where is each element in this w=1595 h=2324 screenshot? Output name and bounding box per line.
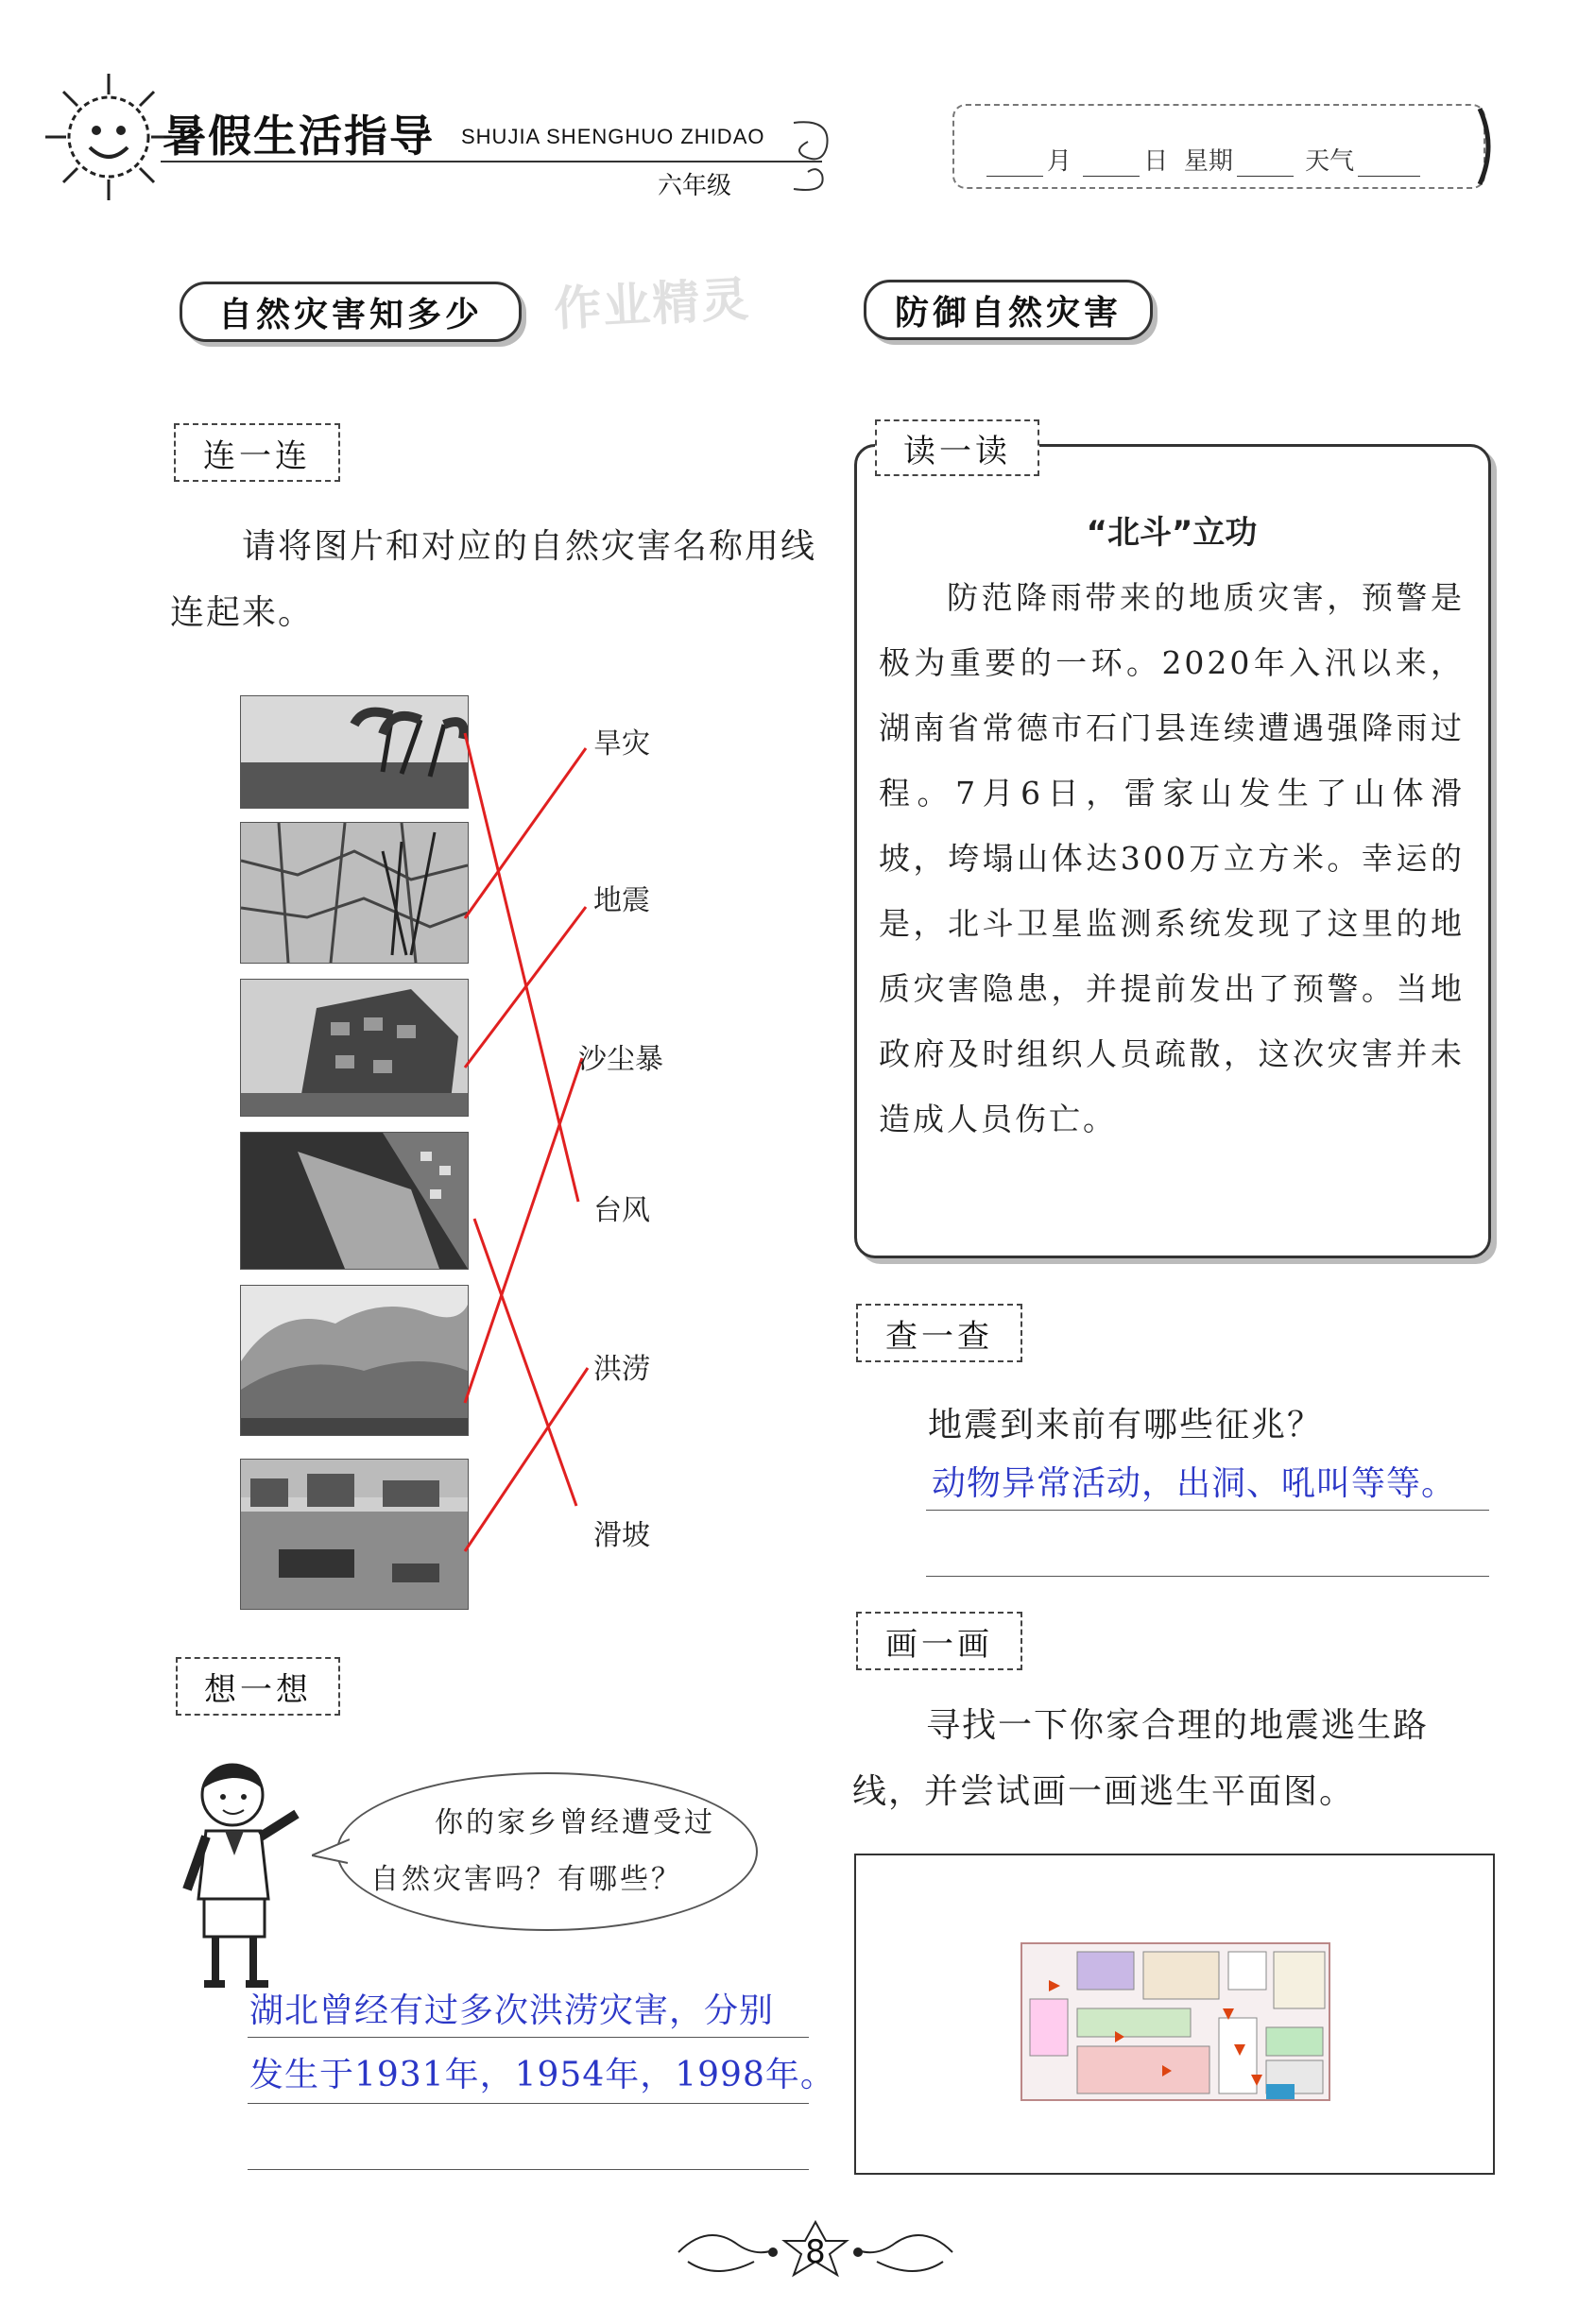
boy-illustration-icon	[166, 1757, 308, 1993]
label-landslide: 滑坡	[593, 1519, 650, 1552]
photo-sandstorm	[240, 1285, 469, 1436]
draw-instruction: 寻找一下你家合理的地震逃生路线，并尝试画一画逃生平面图。	[852, 1706, 1430, 1811]
month-label: 月	[1047, 147, 1072, 176]
match-instruction: 请将图片和对应的自然灾害名称用线连起来。	[170, 527, 817, 632]
sun-logo-icon	[38, 66, 180, 208]
weekday-label: 星期	[1183, 147, 1233, 176]
brand-pinyin: SHUJIA SHENGHUO ZHIDAO	[461, 125, 765, 148]
day-blank[interactable]	[1083, 153, 1140, 177]
think-answer-rule1	[248, 2037, 809, 2038]
label-flood: 洪涝	[593, 1353, 650, 1386]
bubble-tail-icon	[312, 1835, 350, 1872]
weekday-blank[interactable]	[1237, 153, 1294, 177]
line-typhoon	[465, 733, 578, 1202]
photo-flood	[240, 1459, 469, 1610]
photo-drought	[240, 822, 469, 964]
think-answer-rule2	[248, 2103, 809, 2104]
tag-match: 连一连	[174, 423, 340, 482]
tag-read: 读一读	[875, 419, 1039, 476]
label-sandstorm: 沙尘暴	[578, 1043, 663, 1076]
section-title-defense: 防御自然灾害	[864, 280, 1153, 340]
think-answer-line1: 湖北曾经有过多次洪涝灾害，分别	[249, 1991, 775, 2030]
label-drought: 旱灾	[593, 727, 650, 760]
tag-draw: 画一画	[856, 1612, 1022, 1670]
label-typhoon: 台风	[593, 1194, 650, 1227]
header-rule	[161, 161, 822, 162]
evacuation-floor-plan	[1020, 1942, 1330, 2101]
brand-title: 暑假生活指导	[163, 111, 435, 162]
photo-typhoon	[240, 695, 469, 809]
weather-blank[interactable]	[1358, 153, 1420, 177]
label-earthquake: 地震	[593, 884, 650, 917]
line-flood	[465, 1368, 588, 1551]
think-answer-line2: 发生于1931年，1954年，1998年。	[249, 2056, 835, 2094]
watermark: 作业精灵	[552, 271, 752, 337]
tag-think: 想一想	[176, 1657, 340, 1716]
day-label: 日	[1143, 147, 1169, 176]
story-text: 防范降雨带来的地质灾害，预警是极为重要的一环。2020年入汛以来，湖南省常德市石门县连续遭遇强降雨过程。7月6日，雷家山发生了山体滑坡，垮塌山体达300万立方米。幸运的是，北斗卫星监测系统发现了这里的地质灾害隐患，并提前发出了预警。当地政府及时组织人员疏散，这次灾害并未造成人员伤亡。	[879, 579, 1465, 1137]
month-blank[interactable]	[986, 153, 1043, 177]
bubble-text: 你的家乡曾经遭受过自然灾害吗？有哪些？	[370, 1806, 715, 1896]
line-earthquake	[465, 907, 586, 1068]
line-landslide	[474, 1219, 576, 1506]
swirl-ornament-icon	[784, 113, 841, 198]
tag-check: 查一查	[856, 1304, 1022, 1362]
section-title-disasters: 自然灾害知多少	[180, 282, 522, 342]
check-answer-rule2[interactable]	[926, 1576, 1489, 1577]
check-question: 地震到来前有哪些征兆？	[928, 1406, 1324, 1444]
check-answer: 动物异常活动，出洞、吼叫等等。	[932, 1464, 1457, 1503]
check-answer-rule1	[926, 1510, 1489, 1511]
bracket-ornament-icon	[1472, 104, 1501, 189]
grade-label: 六年级	[658, 172, 732, 200]
weather-label: 天气	[1305, 147, 1355, 176]
photo-earthquake	[240, 979, 469, 1117]
photo-landslide	[240, 1132, 469, 1270]
story-title: “北斗”立功	[1086, 514, 1258, 552]
think-answer-rule3[interactable]	[248, 2169, 809, 2170]
page-number: 8	[805, 2233, 826, 2271]
date-line	[983, 142, 1424, 177]
line-sandstorm	[465, 1058, 582, 1403]
line-drought	[465, 748, 586, 918]
